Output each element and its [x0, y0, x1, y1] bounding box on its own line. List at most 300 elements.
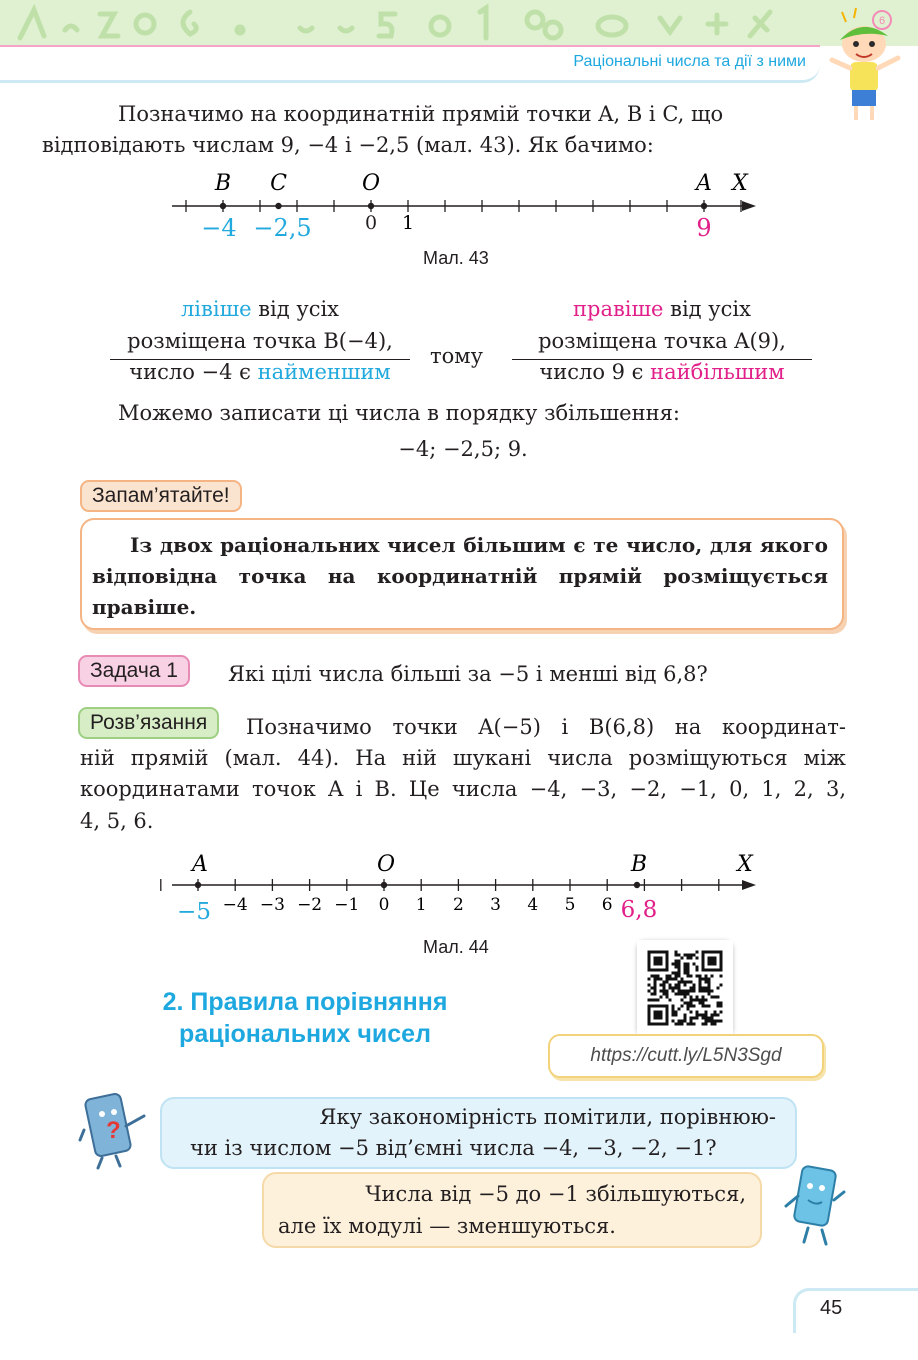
qr-module	[654, 975, 657, 978]
value-label-C: −2,5	[253, 214, 312, 242]
qr-module	[702, 990, 705, 993]
qr-module	[681, 990, 684, 993]
qr-module	[696, 969, 699, 972]
qr-module	[693, 984, 696, 987]
section-header-title: Раціональні числа та дії з ними	[573, 53, 806, 70]
qr-module	[648, 990, 651, 993]
qr-module	[699, 1002, 702, 1005]
qr-module	[681, 1020, 684, 1023]
right-fraction-bottom	[512, 357, 812, 388]
qr-module	[690, 1005, 693, 1008]
qr-module	[705, 999, 708, 1002]
qr-module	[696, 951, 699, 954]
qr-module	[717, 1005, 720, 1008]
qr-module	[693, 999, 696, 1002]
qr-module	[705, 1014, 708, 1017]
math-doodles-decoration	[0, 0, 830, 46]
caption-fig44: Мал. 44	[423, 937, 489, 957]
qr-module	[672, 987, 675, 990]
qr-module	[711, 990, 714, 993]
tick-label: 1	[415, 895, 427, 915]
qr-module	[654, 993, 657, 996]
qr-module	[672, 978, 675, 981]
qr-module	[669, 999, 672, 1002]
qr-module	[687, 957, 690, 960]
qr-module	[702, 999, 705, 1002]
phone-character-answer-icon	[780, 1160, 850, 1250]
qr-module	[678, 954, 681, 957]
right-fraction-top	[512, 294, 812, 325]
badge-number: 6	[878, 15, 886, 27]
qr-module	[687, 1008, 690, 1011]
qr-module	[666, 990, 669, 993]
right-top-rest: від усіх	[663, 297, 751, 321]
tick-label: 4	[527, 895, 539, 915]
qr-module	[675, 993, 678, 996]
qr-module	[675, 951, 678, 954]
phone-character-question-icon	[78, 1090, 158, 1170]
qr-module	[696, 1014, 699, 1017]
intro-paragraph	[42, 99, 846, 161]
header-band	[0, 0, 918, 46]
tick-label: 5	[564, 895, 576, 915]
solution-line-2: ній прямій (мал. 44). На ній шукані числа розміщуються між	[80, 746, 846, 770]
qr-module	[708, 1005, 711, 1008]
qr-module	[669, 978, 672, 981]
qr-module	[651, 993, 654, 996]
qr-module	[690, 981, 693, 984]
right-fraction-middle: розміщена точка A(9),	[538, 329, 786, 353]
qr-module	[693, 1023, 696, 1026]
qr-module	[687, 972, 690, 975]
qr-module	[651, 975, 654, 978]
qr-module	[711, 1023, 714, 1026]
qr-module	[687, 981, 690, 984]
qr-module	[708, 1017, 711, 1020]
left-top-rest: від усіх	[251, 297, 340, 321]
qr-module	[690, 999, 693, 1002]
intro-line-1: Позначимо на координатній прямій точки A, B і C, що	[118, 102, 724, 126]
qr-module	[684, 966, 687, 969]
qr-module	[690, 1011, 693, 1014]
qr-module	[696, 966, 699, 969]
qr-module	[720, 975, 723, 978]
qr-module	[675, 963, 678, 966]
point-label-A: A	[192, 852, 208, 877]
point-label-O: O	[376, 852, 396, 877]
qr-module	[699, 999, 702, 1002]
tick-label: −2	[297, 895, 323, 915]
qr-module	[696, 1017, 699, 1020]
task-tag: Задача 1	[78, 655, 190, 687]
qr-module	[702, 1002, 705, 1005]
qr-module	[702, 1005, 705, 1008]
qr-module	[660, 990, 663, 993]
qr-module	[678, 963, 681, 966]
question-line-2: чи із числом −5 від’ємні числа −4, −3, −2, −1?	[190, 1136, 717, 1160]
qr-module	[699, 981, 702, 984]
qr-module	[672, 990, 675, 993]
qr-module	[690, 990, 693, 993]
qr-module	[687, 966, 690, 969]
qr-module	[690, 987, 693, 990]
qr-module	[690, 1017, 693, 1020]
qr-module	[687, 1005, 690, 1008]
intro-line-2: відповідають числам 9, −4 і −2,5 (мал. 43). Як бачимо:	[42, 133, 654, 157]
connector-word: тому	[430, 344, 483, 368]
solution-line-3: координатами точок A і B. Це числа −4, −3, −2, −1, 0, 1, 2, 3,	[80, 777, 846, 801]
qr-module	[702, 978, 705, 981]
value-label-O: 0	[364, 212, 378, 234]
qr-finder	[708, 957, 717, 966]
qr-module	[669, 987, 672, 990]
qr-module	[684, 996, 687, 999]
qr-module	[711, 996, 714, 999]
qr-module	[699, 975, 702, 978]
qr-link[interactable]: https://cutt.ly/L5N3Sgd	[548, 1034, 824, 1078]
qr-module	[720, 984, 723, 987]
qr-code-icon	[637, 940, 733, 1036]
qr-module	[690, 975, 693, 978]
point-O	[381, 882, 387, 888]
point-label-B: B	[630, 852, 648, 877]
qr-module	[663, 990, 666, 993]
start-value-label: −5	[177, 899, 211, 925]
number-line-fig44	[160, 848, 770, 928]
left-bottom-plain: число −4 є	[129, 360, 258, 384]
qr-module	[654, 981, 657, 984]
qr-module	[708, 993, 711, 996]
qr-module	[675, 975, 678, 978]
qr-module	[711, 975, 714, 978]
answer-line-2: але їх модулі — зменшуються.	[278, 1214, 616, 1238]
section-2-line-1: 2. Правила порівняння	[162, 988, 448, 1016]
qr-module	[681, 978, 684, 981]
qr-module	[678, 969, 681, 972]
point-A	[195, 882, 201, 888]
qr-module	[708, 1020, 711, 1023]
qr-module	[684, 1002, 687, 1005]
question-line-1: Яку закономірність помітили, порівнюю-	[319, 1105, 776, 1129]
section-2-heading	[130, 986, 480, 1050]
axis-label-x: X	[737, 852, 753, 877]
qr-module	[690, 954, 693, 957]
tick-label: −4	[222, 895, 248, 915]
value-label-B: −4	[201, 214, 237, 242]
qr-module	[681, 957, 684, 960]
qr-module	[678, 987, 681, 990]
qr-module	[684, 990, 687, 993]
word-smallest: найменшим	[257, 360, 391, 384]
qr-module	[663, 987, 666, 990]
qr-module	[702, 987, 705, 990]
qr-module	[702, 1014, 705, 1017]
tick-label: 3	[490, 895, 502, 915]
point-label-B: B	[214, 171, 232, 196]
qr-module	[678, 966, 681, 969]
word-right: правіше	[573, 297, 664, 321]
qr-finder	[654, 1011, 663, 1020]
qr-module	[699, 1014, 702, 1017]
qr-module	[681, 1023, 684, 1026]
qr-module	[687, 963, 690, 966]
qr-module	[717, 1002, 720, 1005]
qr-module	[705, 990, 708, 993]
qr-module	[705, 987, 708, 990]
qr-module	[699, 990, 702, 993]
tick-label: 6	[601, 895, 613, 915]
qr-module	[672, 1011, 675, 1014]
qr-module	[666, 978, 669, 981]
qr-module	[651, 999, 654, 1002]
page-number: 45	[820, 1297, 843, 1319]
axis-label-x: X	[732, 171, 748, 196]
point-O	[368, 203, 374, 209]
qr-module	[693, 1005, 696, 1008]
qr-module	[657, 978, 660, 981]
qr-module	[651, 987, 654, 990]
qr-module	[666, 993, 669, 996]
qr-module	[687, 1023, 690, 1026]
qr-module	[693, 963, 696, 966]
qr-module	[696, 957, 699, 960]
section-2-line-2: раціональних чисел	[179, 1020, 431, 1048]
qr-module	[714, 1011, 717, 1014]
qr-module	[675, 960, 678, 963]
tick-label: 0	[378, 895, 390, 915]
qr-module	[699, 978, 702, 981]
qr-module	[708, 990, 711, 993]
qr-module	[687, 1002, 690, 1005]
qr-module	[648, 999, 651, 1002]
qr-module	[687, 969, 690, 972]
qr-module	[687, 954, 690, 957]
question-bubble	[160, 1097, 797, 1169]
qr-module	[681, 993, 684, 996]
number-line-fig43	[160, 166, 770, 246]
qr-module	[678, 972, 681, 975]
answer-line-1: Числа від −5 до −1 збільшуються,	[365, 1182, 746, 1206]
qr-module	[705, 978, 708, 981]
qr-module	[720, 1005, 723, 1008]
qr-module	[660, 996, 663, 999]
qr-module	[705, 981, 708, 984]
remember-text: Із двох раціональних чисел більшим є те число, для якого відповідна точка на координатній прямій розміщується правіше.	[92, 533, 828, 619]
qr-module	[681, 1005, 684, 1008]
qr-module	[690, 1023, 693, 1026]
qr-module	[693, 1017, 696, 1020]
header-title-bar	[0, 47, 820, 83]
point-C	[275, 203, 281, 209]
qr-module	[675, 1011, 678, 1014]
qr-module	[675, 966, 678, 969]
qr-module	[660, 984, 663, 987]
qr-module	[687, 990, 690, 993]
left-fraction-bottom	[110, 357, 410, 388]
task-text: Які цілі числа більші за −5 і менші від 6,8?	[228, 662, 708, 686]
qr-module	[687, 975, 690, 978]
qr-module	[711, 1014, 714, 1017]
word-left: лівіше	[180, 297, 252, 321]
qr-module	[693, 990, 696, 993]
qr-module	[675, 1014, 678, 1017]
qr-module	[696, 996, 699, 999]
left-fraction-top	[110, 294, 410, 325]
tick-label: −3	[259, 895, 285, 915]
qr-module	[717, 1014, 720, 1017]
qr-module	[699, 987, 702, 990]
qr-module	[708, 984, 711, 987]
qr-module	[684, 993, 687, 996]
qr-module	[675, 972, 678, 975]
qr-module	[654, 990, 657, 993]
qr-module	[705, 1017, 708, 1020]
qr-module	[672, 1005, 675, 1008]
tick-label: −1	[334, 895, 360, 915]
qr-module	[720, 1011, 723, 1014]
end-value-label: 6,8	[620, 897, 658, 923]
qr-module	[717, 987, 720, 990]
tick-label: 2	[452, 895, 464, 915]
point-B	[634, 882, 640, 888]
qr-module	[672, 1020, 675, 1023]
point-A	[701, 203, 707, 209]
qr-finder	[654, 957, 663, 966]
qr-module	[654, 978, 657, 981]
qr-module	[714, 996, 717, 999]
qr-module	[663, 993, 666, 996]
qr-module	[684, 1014, 687, 1017]
qr-module	[708, 978, 711, 981]
qr-module	[648, 984, 651, 987]
qr-module	[717, 996, 720, 999]
qr-module	[678, 1020, 681, 1023]
qr-module	[654, 987, 657, 990]
qr-module	[666, 981, 669, 984]
qr-module	[675, 954, 678, 957]
qr-module	[675, 978, 678, 981]
qr-module	[714, 1023, 717, 1026]
qr-module	[702, 1017, 705, 1020]
qr-module	[720, 1002, 723, 1005]
qr-module	[675, 987, 678, 990]
qr-module	[678, 981, 681, 984]
qr-module	[690, 1020, 693, 1023]
qr-module	[654, 984, 657, 987]
word-largest: найбільшим	[650, 360, 785, 384]
qr-module	[708, 981, 711, 984]
qr-module	[702, 996, 705, 999]
qr-module	[678, 993, 681, 996]
point-label-C: C	[270, 171, 287, 196]
qr-module	[666, 975, 669, 978]
axis-arrow	[742, 201, 756, 211]
qr-module	[675, 1023, 678, 1026]
solution-line-1: Позначимо точки A(−5) і B(6,8) на координат-	[246, 715, 846, 739]
qr-module	[693, 954, 696, 957]
value-label-A: 9	[696, 214, 712, 242]
qr-module	[714, 1020, 717, 1023]
qr-module	[705, 1023, 708, 1026]
remember-tag: Запам’ятайте!	[80, 480, 242, 512]
solution-tag: Розв’язання	[78, 707, 219, 739]
left-fraction-middle: розміщена точка B(−4),	[127, 329, 393, 353]
qr-module	[696, 975, 699, 978]
axis-arrow	[742, 880, 756, 890]
qr-module	[705, 1011, 708, 1014]
caption-fig43: Мал. 43	[423, 248, 489, 268]
qr-module	[678, 1023, 681, 1026]
order-sentence: Можемо записати ці числа в порядку збільшення:	[118, 401, 680, 425]
right-bottom-plain: число 9 є	[539, 360, 651, 384]
qr-module	[684, 954, 687, 957]
qr-module	[678, 960, 681, 963]
qr-code-card[interactable]	[637, 940, 733, 1036]
qr-module	[690, 957, 693, 960]
qr-module	[663, 984, 666, 987]
qr-module	[711, 1020, 714, 1023]
qr-module	[678, 990, 681, 993]
qr-module	[690, 996, 693, 999]
answer-bubble	[262, 1172, 762, 1248]
point-label-A: A	[696, 171, 712, 196]
qr-module	[684, 1017, 687, 1020]
qr-module	[708, 987, 711, 990]
qr-module	[675, 984, 678, 987]
qr-module	[666, 996, 669, 999]
point-B	[220, 203, 226, 209]
qr-module	[684, 963, 687, 966]
qr-module	[660, 978, 663, 981]
qr-module	[654, 999, 657, 1002]
qr-module	[678, 984, 681, 987]
unit-label: 1	[401, 212, 415, 234]
qr-module	[669, 975, 672, 978]
solution-line-4: 4, 5, 6.	[80, 809, 154, 833]
qr-module	[687, 993, 690, 996]
qr-module	[720, 1020, 723, 1023]
qr-module	[693, 987, 696, 990]
qr-module	[669, 984, 672, 987]
qr-module	[684, 969, 687, 972]
qr-module	[696, 1011, 699, 1014]
qr-module	[696, 999, 699, 1002]
qr-module	[663, 981, 666, 984]
qr-module	[702, 1023, 705, 1026]
qr-module	[657, 975, 660, 978]
qr-module	[672, 972, 675, 975]
qr-module	[672, 1008, 675, 1011]
qr-module	[678, 1008, 681, 1011]
qr-module	[711, 1017, 714, 1020]
qr-module	[672, 963, 675, 966]
qr-module	[672, 1014, 675, 1017]
qr-module	[705, 1005, 708, 1008]
qr-module	[705, 975, 708, 978]
page-number-tab	[793, 1288, 918, 1333]
qr-module	[684, 972, 687, 975]
qr-module	[699, 984, 702, 987]
qr-module	[681, 981, 684, 984]
qr-module	[690, 1002, 693, 1005]
qr-module	[705, 1020, 708, 1023]
question-mark: ?	[106, 1117, 121, 1144]
qr-module	[684, 984, 687, 987]
order-sequence: −4; −2,5; 9.	[398, 437, 528, 461]
point-label-O: O	[361, 171, 381, 196]
qr-module	[684, 981, 687, 984]
qr-module	[657, 999, 660, 1002]
